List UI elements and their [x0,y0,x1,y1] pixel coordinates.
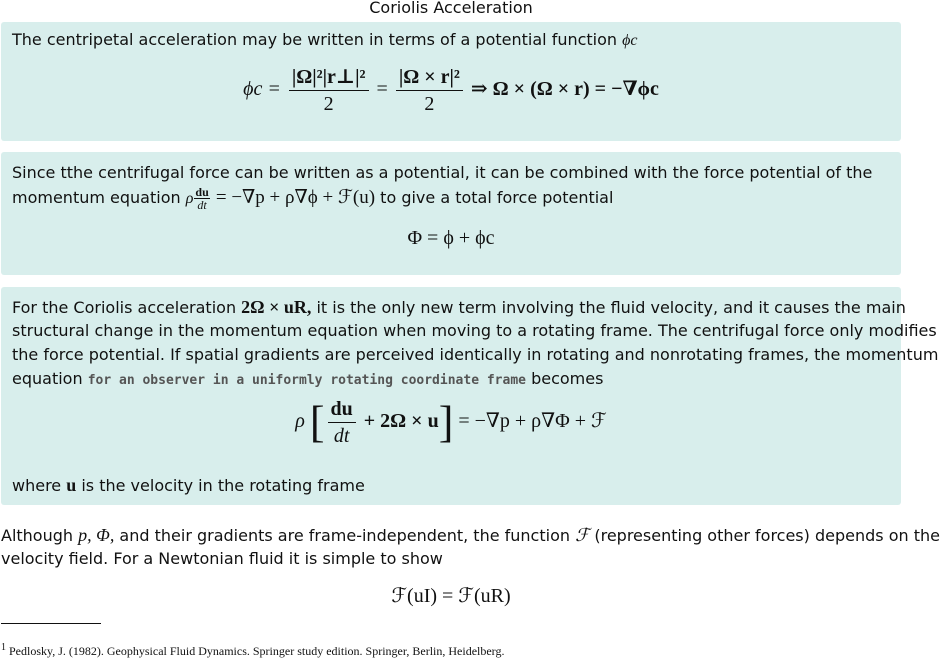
equation-word: equation [12,369,83,388]
du-dt-fraction [194,186,209,211]
footnote-divider [1,623,101,624]
eq1-fraction-1 [289,66,369,115]
eq1-equals: = [376,78,388,101]
coriolis-line-1 [12,296,906,319]
eq3-close-bracket: ] [438,397,454,447]
coriolis-line-1-start: For the Coriolis acceleration [12,298,237,317]
rho-symbol: ρ [185,190,194,207]
page-title: Coriolis Acceleration [369,0,533,17]
eq3-rho: ρ [295,410,305,433]
where-end: is the velocity in the rotating frame [81,476,365,495]
although-word: Although [1,526,74,545]
rotating-momentum-equation [1,398,901,447]
where-word: where [12,476,62,495]
eq1-frac1-numerator: |Ω|²|r⊥|² [289,66,369,91]
footnote [1,642,504,659]
observer-code-phrase: for an observer in a uniformly rotating coordinate frame [87,373,526,388]
eq1-fraction-2 [396,66,463,115]
coriolis-line-3: the force potential. If spatial gradients are perceived identically in rotating and nonrotating frames, the momentum [12,345,939,364]
becomes-word: becomes [531,369,604,388]
eq1-frac2-numerator: |Ω × r|² [396,66,463,91]
para-line-1-end: (representing other forces) depends on the [594,526,940,545]
centripetal-text: The centripetal acceleration may be written in terms of a potential function [12,30,618,49]
eq3-coriolis: + 2Ω × u [363,410,439,433]
para-line-1 [1,523,940,548]
centrifugal-box [1,152,901,275]
eq3-numerator: du [328,398,356,423]
centrifugal-line-1: Since tthe centrifugal force can be written as a potential, it can be combined with the force potential of the [12,163,873,182]
eq3-denominator: dt [333,425,350,447]
phi-c-symbol: ϕc [622,32,638,49]
footnote-marker: 1 [1,642,6,653]
centripetal-box [1,22,901,141]
para-line-2: velocity field. For a Newtonian fluid it is simple to show [1,549,443,568]
eq1-frac1-denominator: 2 [323,93,334,115]
momentum-rhs: = −∇p + ρ∇ϕ + ℱ(u) [215,187,376,208]
centripetal-equation [1,66,901,115]
coriolis-line-1-end: it is the only new term involving the fluid velocity, and it causes the main [316,298,906,317]
u-symbol: u [66,475,77,495]
centrifugal-line-2 [12,186,613,211]
eq1-rhs: ⇒ Ω × (Ω × r) = −∇ϕc [470,78,659,101]
f-symbol: ℱ [575,525,590,545]
eq1-lhs: ϕc = [243,78,281,101]
p-phi-symbols: p, Φ, [78,525,115,545]
coriolis-term: 2Ω × uR, [241,297,312,317]
eq1-frac2-denominator: 2 [424,93,435,115]
dt-denominator: dt [197,198,207,212]
newtonian-equation: ℱ(uI) = ℱ(uR) [391,585,511,607]
coriolis-line-4 [12,368,603,392]
momentum-end-text: to give a total force potential [380,188,614,207]
coriolis-box [1,287,939,505]
total-potential-equation: Φ = ϕ + ϕc [407,227,495,249]
momentum-label: momentum equation [12,188,181,207]
eq3-fraction [328,398,356,447]
footnote-text: Pedlosky, J. (1982). Geophysical Fluid Dynamics. Springer study edition. Springer, Berlin, Heidelberg. [9,644,505,658]
para-line-1-mid: and their gradients are frame-independent, the function [119,526,570,545]
du-numerator: du [195,185,209,199]
centripetal-text-line [12,29,638,52]
eq3-rhs: = −∇p + ρ∇Φ + ℱ [458,410,607,433]
coriolis-line-2: structural change in the momentum equation when moving to a rotating frame. The centrifugal force only modifies [12,321,937,340]
where-line [12,474,365,497]
eq3-open-bracket: [ [309,397,325,447]
